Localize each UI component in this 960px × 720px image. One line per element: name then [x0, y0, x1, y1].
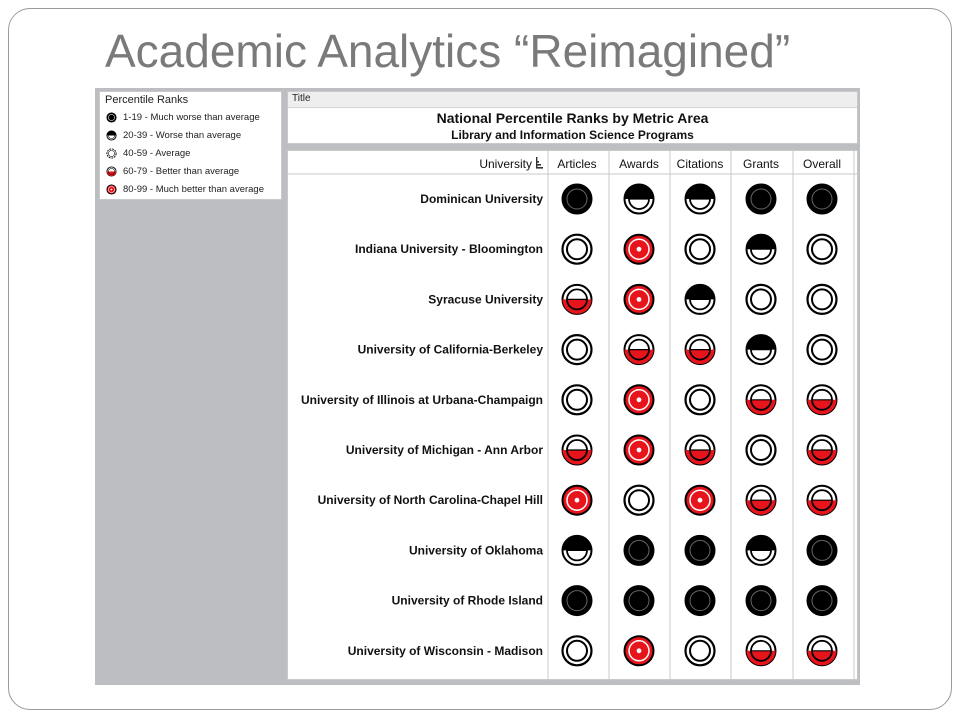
- rank-mark-awards[interactable]: [625, 586, 654, 615]
- rank-mark-articles[interactable]: [563, 385, 592, 414]
- rank-mark-overall[interactable]: [808, 185, 837, 214]
- rank-symbol-inner: [567, 340, 587, 360]
- rank-mark-awards[interactable]: [625, 335, 654, 364]
- legend-label: 60-79 - Better than average: [123, 165, 240, 177]
- row-label: University of Wisconsin - Madison: [347, 643, 543, 658]
- rank-5-icon: [106, 184, 117, 195]
- rank-mark-articles[interactable]: [563, 486, 592, 515]
- rank-mark-articles[interactable]: [563, 436, 592, 465]
- rank-mark-grants[interactable]: [747, 185, 776, 214]
- rank-symbol-inner: [629, 540, 649, 560]
- rank-mark-overall[interactable]: [808, 586, 837, 615]
- rank-symbol-dot: [637, 247, 642, 252]
- sort-icon-stem: [536, 157, 537, 167]
- rank-mark-overall[interactable]: [808, 235, 837, 264]
- rank-symbol-inner: [812, 239, 832, 259]
- row-label: University of Michigan - Ann Arbor: [345, 443, 543, 457]
- row-label: Syracuse University: [428, 292, 543, 307]
- slide-title: Academic Analytics “Reimagined”: [105, 25, 791, 77]
- chart-title: National Percentile Ranks by Metric Area: [436, 110, 709, 126]
- rank-symbol-inner: [751, 591, 771, 611]
- rank-mark-overall[interactable]: [808, 486, 837, 515]
- rank-symbol-dot: [637, 648, 642, 653]
- rank-mark-citations[interactable]: [686, 185, 715, 214]
- rank-mark-grants[interactable]: [747, 636, 776, 665]
- column-header-awards[interactable]: Awards: [619, 157, 659, 171]
- rank-symbol-inner: [690, 540, 710, 560]
- row-label: University of Illinois at Urbana-Champaign: [300, 392, 543, 407]
- rank-symbol-inner: [812, 340, 832, 360]
- rank-symbol-inner: [567, 641, 587, 661]
- rank-symbol-inner: [567, 591, 587, 611]
- legend-item-average[interactable]: [106, 145, 190, 161]
- rank-mark-grants[interactable]: [747, 235, 776, 264]
- rank-mark-grants[interactable]: [747, 385, 776, 414]
- rank-symbol-inner: [567, 189, 587, 209]
- rank-symbol-inner: [812, 189, 832, 209]
- rank-mark-citations[interactable]: [686, 385, 715, 414]
- row-label: Dominican University: [420, 192, 543, 206]
- rank-mark-awards[interactable]: [625, 385, 654, 414]
- legend-item-much-worse[interactable]: [106, 109, 260, 125]
- rank-symbol-inner: [751, 289, 771, 309]
- rank-symbol-inner: [812, 540, 832, 560]
- rank-4-icon: [106, 166, 117, 177]
- rank-mark-citations[interactable]: [686, 335, 715, 364]
- rank-symbol-dot: [637, 397, 642, 402]
- legend-label: 80-99 - Much better than average: [123, 183, 265, 195]
- rank-symbol-inner: [567, 239, 587, 259]
- row-label: Indiana University - Bloomington: [354, 242, 543, 257]
- row-label: University of Oklahoma: [408, 543, 543, 558]
- rank-symbol-inner: [751, 189, 771, 209]
- rank-symbol-inner: [812, 289, 832, 309]
- percentile-grid: [287, 150, 858, 680]
- rank-symbol-inner: [690, 239, 710, 259]
- chart-subtitle: Library and Information Science Programs: [451, 128, 694, 142]
- rank-mark-grants[interactable]: [747, 536, 776, 565]
- sort-icon[interactable]: [536, 157, 543, 169]
- rank-mark-citations[interactable]: [686, 486, 715, 515]
- legend-item-much-better[interactable]: [106, 181, 264, 197]
- title-header-label: Title: [292, 93, 311, 104]
- legend-label: 40-59 - Average: [123, 147, 191, 159]
- rank-mark-grants[interactable]: [747, 586, 776, 615]
- rank-symbol-inner: [690, 591, 710, 611]
- rank-mark-articles[interactable]: [563, 636, 592, 665]
- rank-mark-articles[interactable]: [563, 536, 592, 565]
- rank-mark-overall[interactable]: [808, 636, 837, 665]
- rank-mark-articles[interactable]: [563, 586, 592, 615]
- rank-mark-awards[interactable]: [625, 636, 654, 665]
- rank-mark-articles[interactable]: [563, 185, 592, 214]
- rank-symbol-dot: [698, 498, 703, 503]
- rank-mark-citations[interactable]: [686, 285, 715, 314]
- rank-mark-awards[interactable]: [625, 285, 654, 314]
- legend-panel: [99, 91, 282, 200]
- rank-symbol-inner: [629, 490, 649, 510]
- row-label: University of California-Berkeley: [357, 342, 543, 357]
- rank-mark-grants[interactable]: [747, 335, 776, 364]
- rank-mark-citations[interactable]: [686, 586, 715, 615]
- column-header-citations[interactable]: Citations: [676, 157, 724, 171]
- rank-symbol-dot: [637, 448, 642, 453]
- rank-3-icon: [106, 148, 117, 159]
- title-panel: [287, 91, 858, 144]
- rank-mark-grants[interactable]: [747, 486, 776, 515]
- rank-mark-overall[interactable]: [808, 536, 837, 565]
- row-label: University of Rhode Island: [391, 593, 543, 608]
- rank-symbol-inner: [690, 641, 710, 661]
- row-label: University of North Carolina-Chapel Hill: [317, 493, 543, 508]
- rank-symbol-inner: [751, 440, 771, 460]
- rank-mark-articles[interactable]: [563, 285, 592, 314]
- rank-mark-awards[interactable]: [625, 486, 654, 515]
- legend-label: 20-39 - Worse than average: [123, 129, 242, 141]
- rank-2-icon: [106, 130, 117, 141]
- rank-symbol-inner: [629, 591, 649, 611]
- rank-mark-awards[interactable]: [625, 235, 654, 264]
- row-header-university[interactable]: University: [479, 157, 532, 171]
- rank-mark-grants[interactable]: [747, 436, 776, 465]
- grid-canvas: [288, 151, 859, 681]
- legend-item-worse[interactable]: [106, 127, 241, 143]
- rank-mark-awards[interactable]: [625, 185, 654, 214]
- rank-mark-articles[interactable]: [563, 335, 592, 364]
- rank-mark-articles[interactable]: [563, 235, 592, 264]
- column-header-articles[interactable]: Articles: [557, 157, 597, 171]
- rank-symbol-inner: [690, 390, 710, 410]
- rank-mark-awards[interactable]: [625, 536, 654, 565]
- rank-mark-grants[interactable]: [747, 285, 776, 314]
- rank-symbol-dot: [637, 297, 642, 302]
- rank-mark-citations[interactable]: [686, 235, 715, 264]
- legend-label: 1-19 - Much worse than average: [123, 111, 260, 123]
- legend-title: Percentile Ranks: [105, 94, 189, 106]
- rank-mark-citations[interactable]: [686, 636, 715, 665]
- rank-mark-overall[interactable]: [808, 385, 837, 414]
- legend-item-better[interactable]: [106, 163, 239, 179]
- rank-symbol-dot: [575, 498, 580, 503]
- rank-symbol-inner: [812, 591, 832, 611]
- rank-1-icon: [106, 112, 117, 123]
- rank-mark-overall[interactable]: [808, 436, 837, 465]
- rank-mark-citations[interactable]: [686, 536, 715, 565]
- column-header-overall[interactable]: Overall: [802, 157, 842, 171]
- column-header-grants[interactable]: Grants: [742, 157, 780, 171]
- rank-mark-awards[interactable]: [625, 436, 654, 465]
- rank-symbol-inner: [567, 390, 587, 410]
- rank-mark-overall[interactable]: [808, 335, 837, 364]
- rank-mark-citations[interactable]: [686, 436, 715, 465]
- sort-icon-bar: [536, 167, 543, 169]
- rank-mark-overall[interactable]: [808, 285, 837, 314]
- title-header: [288, 92, 857, 108]
